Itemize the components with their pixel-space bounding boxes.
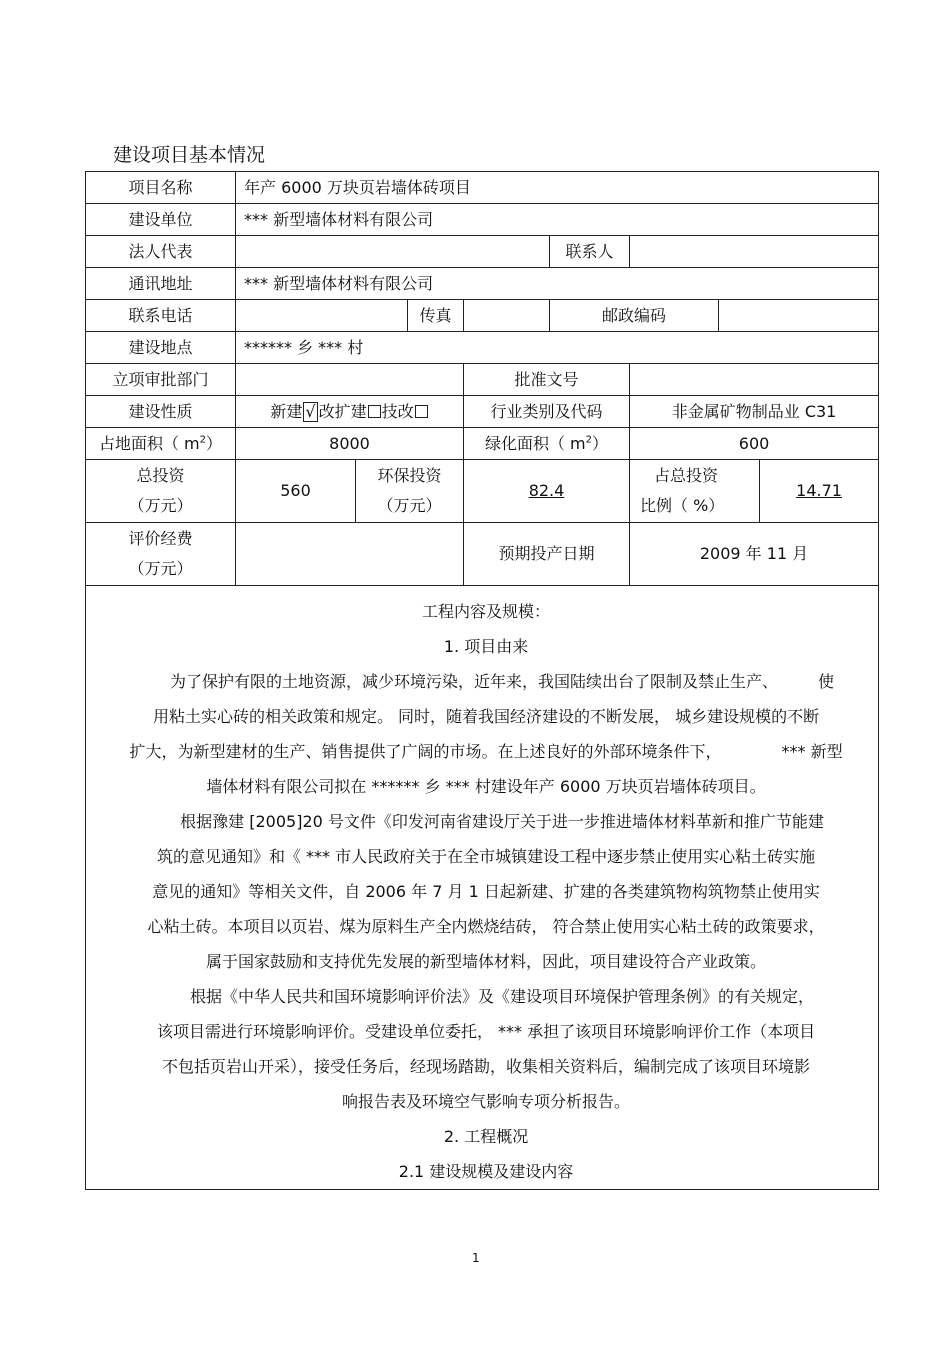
row-legal-rep: [86, 236, 879, 268]
para1-line2: 用粘土实心砖的相关政策和规定。 同时，随着我国经济建设的不断发展， 城乡建设规模的不断: [152, 707, 820, 726]
area-label-sup: 2: [199, 434, 207, 446]
section-2-1-heading: 2.1 建设规模及建设内容: [398, 1162, 574, 1181]
project-name-label: 项目名称: [86, 172, 236, 204]
approval-dept-label: 立项审批部门: [86, 364, 236, 396]
nature-tech-label: 技改: [381, 401, 414, 421]
eval-fee-label-line1: 评价经费: [128, 529, 193, 548]
content-cell: [86, 586, 879, 1190]
green-label-close: ）: [592, 433, 609, 453]
postcode-label: 邮政编码: [550, 300, 719, 332]
green-label: [464, 428, 630, 460]
address-label: 通讯地址: [86, 268, 236, 300]
contact-label: 联系人: [550, 236, 630, 268]
para2-line1: 根据豫建 [2005]20 号文件《印发河南省建设厅关于进一步推进墙体材料革新和推广节能建: [180, 812, 824, 831]
nature-new-label: 新建: [270, 401, 303, 421]
green-label-sup: 2: [585, 434, 593, 446]
content-heading: 工程内容及规模：: [422, 602, 551, 621]
legal-rep-value: [236, 236, 550, 268]
location-value: ****** 乡 *** 村: [236, 332, 879, 364]
project-info-table: [85, 171, 879, 1190]
eval-fee-value: [236, 523, 464, 586]
para2-line5: 属于国家鼓励和支持优先发展的新型墙体材料，因此，项目建设符合产业政策。: [206, 952, 767, 971]
location-label: 建设地点: [86, 332, 236, 364]
approval-no-value: [630, 364, 879, 396]
para3-line3: 不包括页岩山开采），接受任务后，经现场踏勘，收集相关资料后，编制完成了该项目环境影: [162, 1057, 811, 1076]
page-title: 建设项目基本情况: [113, 144, 266, 166]
invest-label-line2: （万元）: [128, 496, 193, 515]
area-label-text: 占地面积（ m: [98, 433, 200, 453]
env-invest-label: [356, 460, 464, 523]
row-investment: [86, 460, 879, 523]
row-content: [86, 586, 879, 1190]
builder-label: 建设单位: [86, 204, 236, 236]
phone-fax-cell: [236, 300, 464, 332]
postcode-value: [719, 300, 879, 332]
para1-line4: 墙体材料有限公司拟在 ****** 乡 *** 村建设年产 6000 万块页岩墙体砖项目。: [206, 777, 766, 796]
para2-line3: 意见的通知》等相关文件，自 2006 年 7 月 1 日起新建、扩建的各类建筑物构筑物禁止使用实: [152, 882, 820, 901]
industry-label: 行业类别及代码: [464, 396, 630, 428]
page-number: 1: [472, 1251, 480, 1265]
para1-line3-end: *** 新型: [781, 742, 843, 761]
green-label-text: 绿化面积（ m: [484, 433, 586, 453]
eval-fee-label-line2: （万元）: [128, 559, 193, 578]
ratio-label: [630, 460, 760, 523]
area-label: [86, 428, 236, 460]
row-eval-fee: [86, 523, 879, 586]
para2-line2: 筑的意见通知》和《 *** 市人民政府关于在全市城镇建设工程中逐步禁止使用实心粘土砖实施: [156, 847, 816, 866]
para1-line1: [94, 664, 878, 699]
invest-value: 560: [236, 460, 356, 523]
green-value: 600: [630, 428, 879, 460]
section-1-heading: 1. 项目由来: [443, 637, 529, 656]
env-invest-label-line1: 环保投资: [377, 466, 442, 485]
address-value: *** 新型墙体材料有限公司: [236, 268, 879, 300]
nature-expand-label: 改扩建: [318, 401, 367, 421]
area-label-close: ）: [206, 433, 223, 453]
approval-dept-value: [236, 364, 464, 396]
nature-expand-checkbox[interactable]: [368, 405, 381, 418]
nature-tech-checkbox[interactable]: [415, 405, 428, 418]
row-approval: [86, 364, 879, 396]
area-value: 8000: [236, 428, 464, 460]
row-area: [86, 428, 879, 460]
industry-value: 非金属矿物制品业 C31: [630, 396, 879, 428]
phone-label: 联系电话: [86, 300, 236, 332]
ratio-label-line1: 占总投资: [654, 466, 719, 485]
date-value: 2009 年 11 月: [630, 523, 879, 586]
row-address: [86, 268, 879, 300]
row-location: [86, 332, 879, 364]
invest-label: [86, 460, 236, 523]
builder-value: *** 新型墙体材料有限公司: [236, 204, 879, 236]
eval-fee-label: [86, 523, 236, 586]
project-name-value: 年产 6000 万块页岩墙体砖项目: [236, 172, 879, 204]
nature-options: [236, 396, 464, 428]
phone-value: [236, 300, 408, 331]
legal-rep-label: 法人代表: [86, 236, 236, 268]
para1-line1-end: 使: [818, 672, 835, 691]
para2-line4: 心粘土砖。本项目以页岩、煤为原料生产全内燃烧结砖， 符合禁止使用实心粘土砖的政策要求，: [147, 917, 825, 936]
ratio-label-line2: 比例（ %）: [640, 496, 725, 515]
fax-value: [464, 300, 550, 332]
approval-no-label: 批准文号: [464, 364, 630, 396]
para3-line1: 根据《中华人民共和国环境影响评价法》及《建设项目环境保护管理条例》的有关规定，: [190, 987, 815, 1006]
row-phone: [86, 300, 879, 332]
ratio-number: 14.71: [796, 481, 842, 500]
fax-label: 传真: [419, 306, 452, 325]
section-2-heading: 2. 工程概况: [443, 1127, 529, 1146]
contact-value: [630, 236, 879, 268]
env-invest-value: [464, 460, 630, 523]
invest-label-line1: 总投资: [136, 466, 185, 485]
env-invest-label-line2: （万元）: [377, 496, 442, 515]
row-builder: [86, 204, 879, 236]
row-nature: [86, 396, 879, 428]
date-label: 预期投产日期: [464, 523, 630, 586]
para1-line3: [94, 734, 878, 769]
para1-line1-text: 为了保护有限的土地资源，减少环境污染，近年来，我国陆续出台了限制及禁止生产、: [170, 672, 779, 691]
nature-label: 建设性质: [86, 396, 236, 428]
ratio-value: [760, 460, 879, 523]
nature-new-checkbox[interactable]: √: [305, 401, 316, 421]
para3-line4: 响报告表及环境空气影响专项分析报告。: [342, 1092, 631, 1111]
content-body: [86, 586, 878, 1189]
para1-line3-text: 扩大，为新型建材的生产、销售提供了广阔的市场。在上述良好的外部环境条件下，: [129, 742, 722, 761]
row-project-name: [86, 172, 879, 204]
env-invest-number: 82.4: [528, 481, 565, 500]
para3-line2: 该项目需进行环境影响评价。受建设单位委托， *** 承担了该项目环境影响评价工作（本项目: [156, 1022, 816, 1041]
